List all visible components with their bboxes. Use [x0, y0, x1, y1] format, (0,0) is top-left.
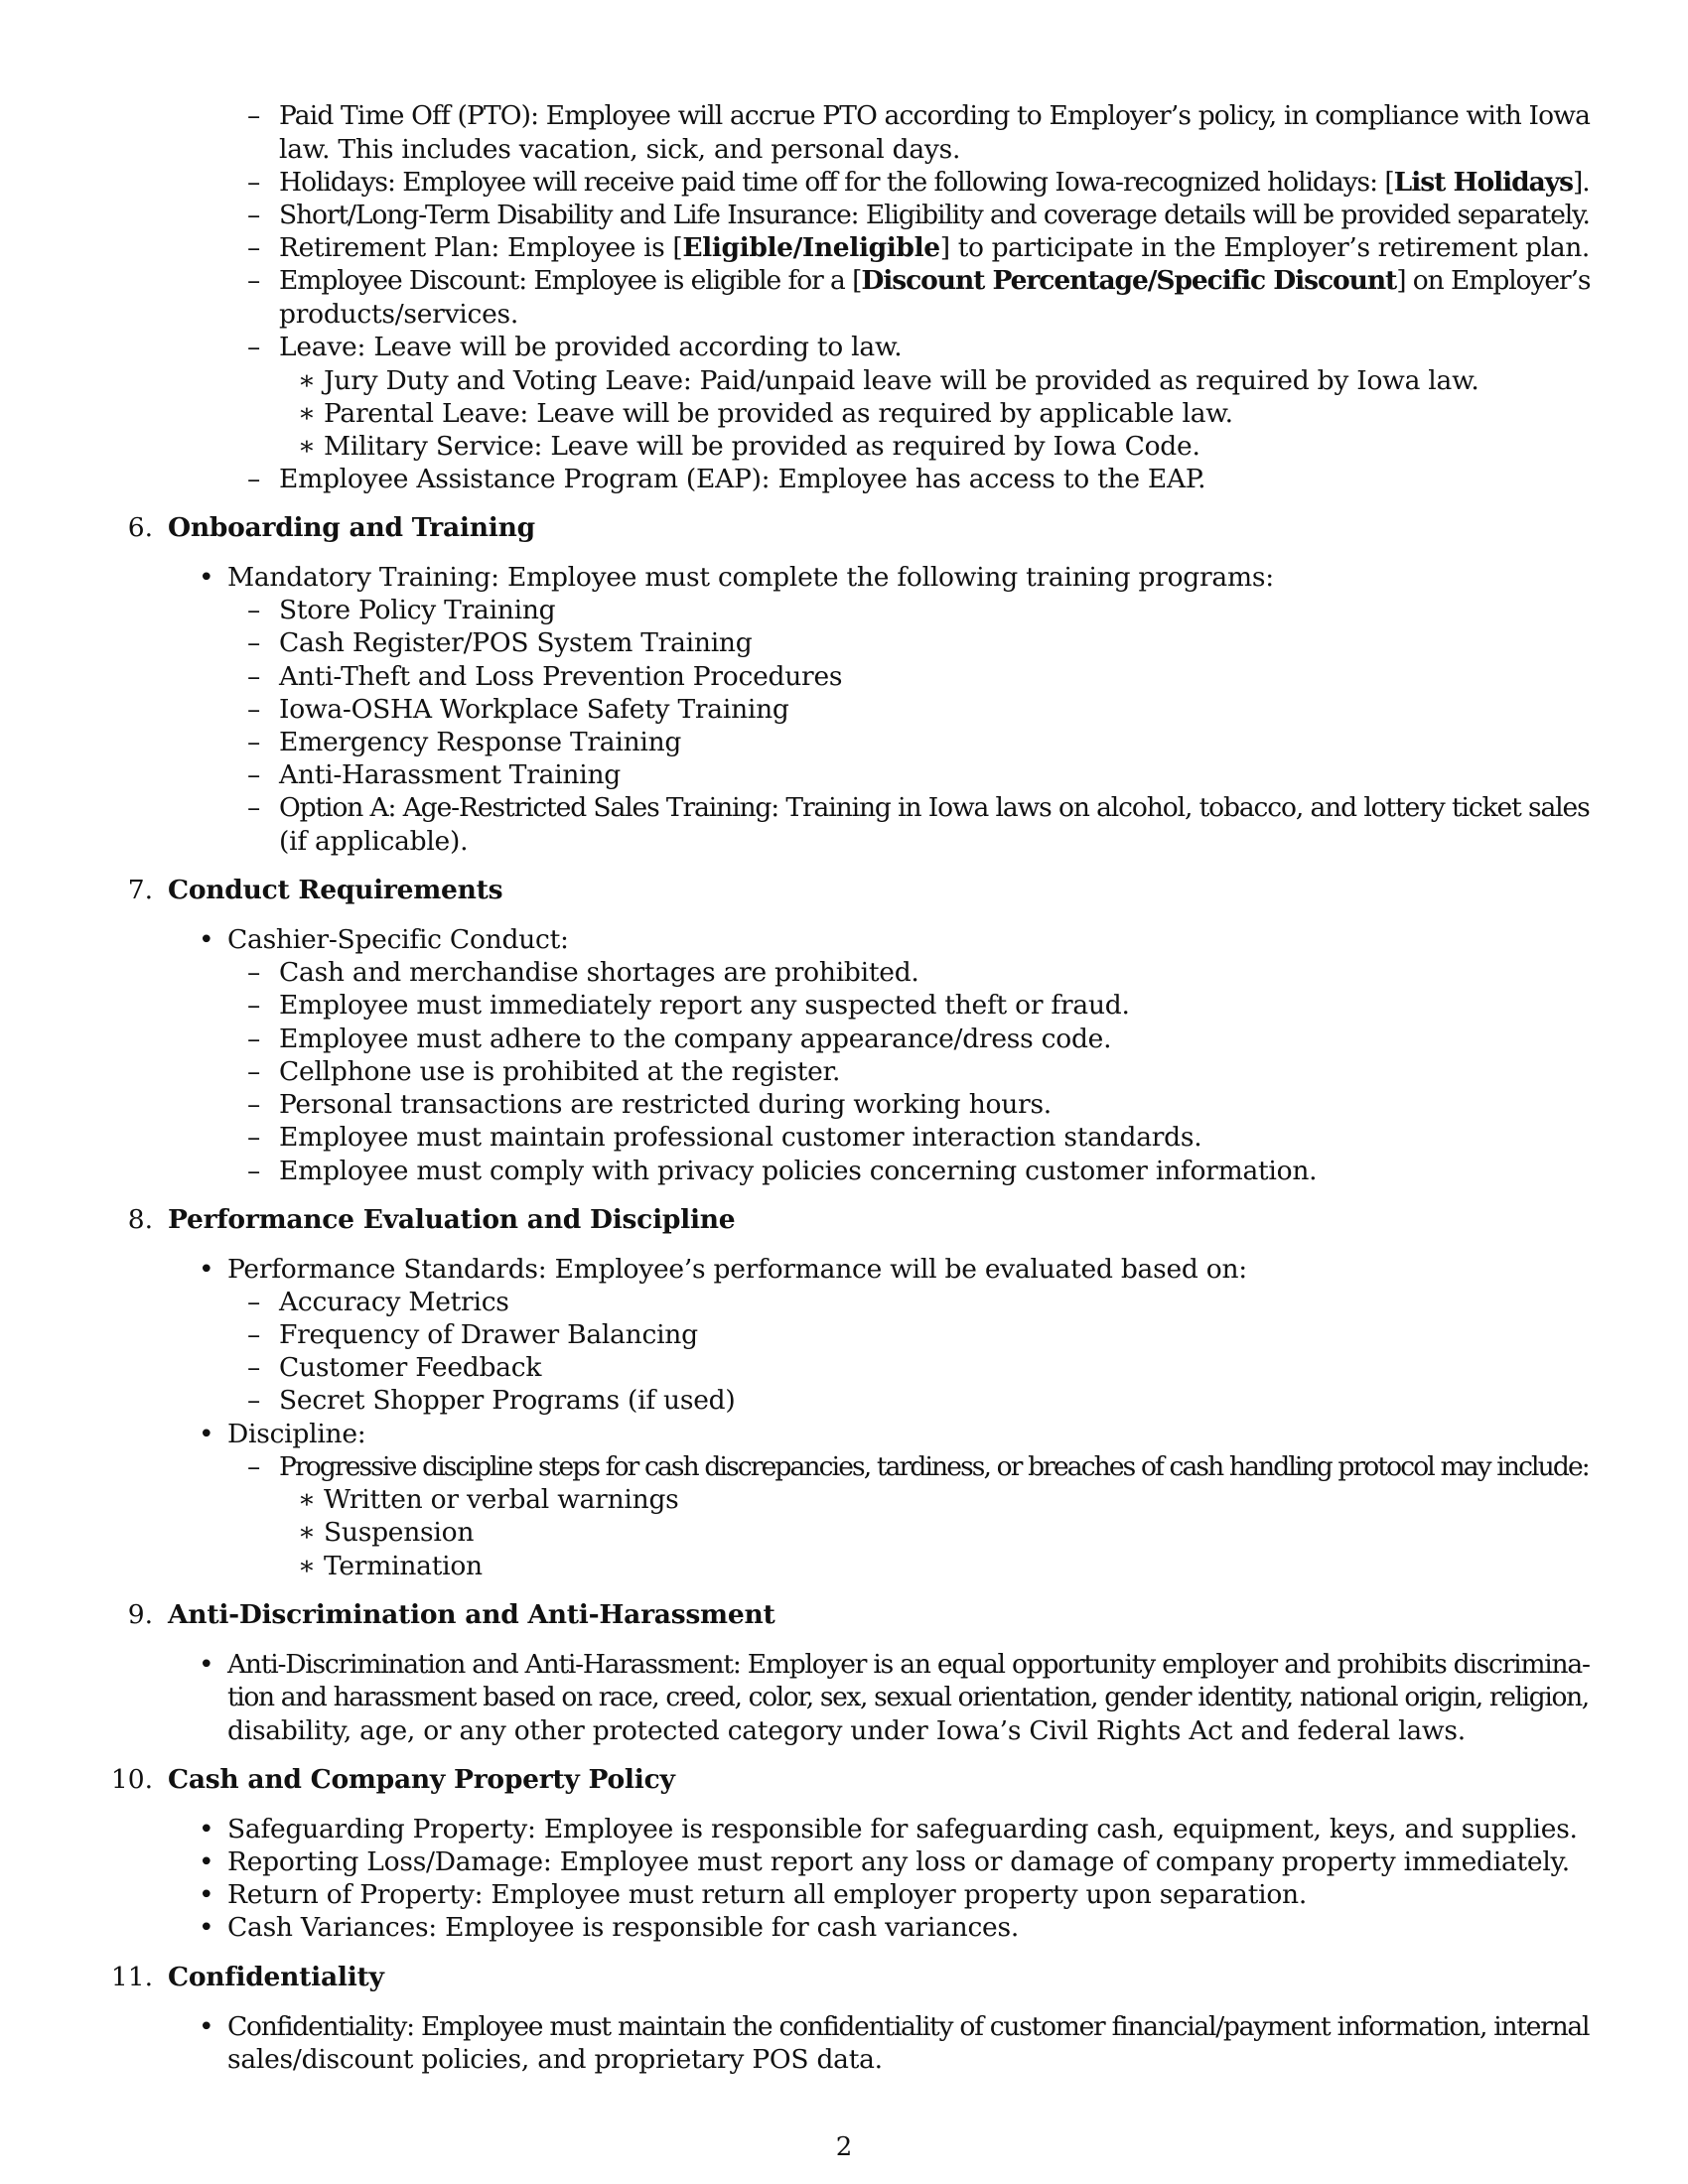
bullet-marker: • — [199, 1879, 214, 1910]
discount-line-1: Employee Discount: Employee is eligible for a [Discount Percentage/Specific Discount] on Employer’s — [279, 265, 1591, 296]
bullet-marker: • — [199, 1649, 214, 1680]
dash-marker: – — [247, 595, 261, 625]
jury-duty-line: Jury Duty and Voting Leave: Paid/unpaid leave will be provided as required by Iowa law. — [324, 365, 1479, 396]
disability-line: Short/Long-Term Disability and Life Insurance: Eligibility and coverage details will be provided separately. — [279, 200, 1590, 230]
list-item: Cash and merchandise shortages are prohibited. — [279, 957, 919, 988]
bullet-marker: • — [199, 1814, 214, 1844]
pto-line-1: Paid Time Off (PTO): Employee will accrue PTO according to Employer’s policy, in compliance with Iowa — [279, 100, 1591, 131]
dash-marker: – — [247, 1287, 261, 1317]
dash-marker: – — [247, 1319, 261, 1350]
list-item: Store Policy Training — [279, 595, 556, 625]
dash-marker: – — [247, 627, 261, 658]
star-marker: ∗ — [298, 365, 317, 396]
pto-line-2: law. This includes vacation, sick, and personal days. — [279, 134, 961, 165]
list-item: Reporting Loss/Damage: Employee must report any loss or damage of company property immediately. — [227, 1846, 1570, 1877]
dash-marker: – — [247, 332, 261, 362]
list-item: Safeguarding Property: Employee is responsible for safeguarding cash, equipment, keys, and supplies. — [227, 1814, 1578, 1844]
dash-marker: – — [247, 727, 261, 757]
dash-marker: – — [247, 265, 261, 296]
bullet-marker: • — [199, 562, 214, 593]
list-item: Cash Variances: Employee is responsible for cash variances. — [227, 1912, 1019, 1943]
section-11-title: Confidentiality — [168, 1962, 384, 1992]
dash-marker: – — [247, 1451, 261, 1482]
list-item: Personal transactions are restricted during working hours. — [279, 1089, 1052, 1120]
dash-marker: – — [247, 232, 261, 263]
dash-marker: – — [247, 1385, 261, 1416]
section-9-number: 9. — [127, 1599, 153, 1630]
section-10-title: Cash and Company Property Policy — [168, 1764, 675, 1795]
dash-marker: – — [247, 100, 261, 131]
dash-marker: – — [247, 167, 261, 198]
list-item: Return of Property: Employee must return all employer property upon separation. — [227, 1879, 1308, 1910]
list-item: Progressive discipline steps for cash discrepancies, tardiness, or breaches of cash handling protocol may include: — [279, 1451, 1589, 1482]
section-6-title: Onboarding and Training — [168, 512, 535, 543]
list-item: Employee must maintain professional customer interaction standards. — [279, 1122, 1202, 1153]
section-9-title: Anti-Discrimination and Anti-Harassment — [168, 1599, 775, 1630]
sub-item: Suspension — [324, 1517, 475, 1548]
dash-marker: – — [247, 957, 261, 988]
list-item: Customer Feedback — [279, 1352, 542, 1383]
star-marker: ∗ — [298, 431, 317, 462]
s8-bullet-discipline: Discipline: — [227, 1419, 366, 1449]
list-item: Option A: Age-Restricted Sales Training: Training in Iowa laws on alcohol, tobacco, and lottery ticket sales — [279, 792, 1590, 823]
list-item: Anti-Theft and Loss Prevention Procedures — [279, 661, 843, 692]
section-8-number: 8. — [127, 1204, 153, 1235]
dash-marker: – — [247, 990, 261, 1021]
military-line: Military Service: Leave will be provided as required by Iowa Code. — [324, 431, 1200, 462]
leave-line: Leave: Leave will be provided according to law. — [279, 332, 903, 362]
s8-bullet-performance: Performance Standards: Employee’s performance will be evaluated based on: — [227, 1254, 1247, 1285]
bullet-marker: • — [199, 1912, 214, 1943]
dash-marker: – — [247, 661, 261, 692]
holidays-line: Holidays: Employee will receive paid time off for the following Iowa-recognized holidays: [List Holidays]. — [279, 167, 1590, 198]
dash-marker: – — [247, 1024, 261, 1054]
dash-marker: – — [247, 1089, 261, 1120]
star-marker: ∗ — [298, 1484, 317, 1515]
retirement-line: Retirement Plan: Employee is [Eligible/Ineligible] to participate in the Employer’s retirement plan. — [279, 232, 1590, 263]
dash-marker: – — [247, 1352, 261, 1383]
bullet-marker: • — [199, 924, 214, 955]
sub-item: Written or verbal warnings — [324, 1484, 679, 1515]
list-item: Emergency Response Training — [279, 727, 682, 757]
section-7-number: 7. — [127, 875, 153, 905]
dash-marker: – — [247, 200, 261, 230]
section-11-number: 11. — [110, 1962, 153, 1992]
dash-marker: – — [247, 1156, 261, 1186]
section-7-title: Conduct Requirements — [168, 875, 503, 905]
parental-leave-line: Parental Leave: Leave will be provided as required by applicable law. — [324, 398, 1233, 429]
section-10-number: 10. — [110, 1764, 153, 1795]
list-item: Frequency of Drawer Balancing — [279, 1319, 698, 1350]
section-6-number: 6. — [127, 512, 153, 543]
s9-line-3: disability, age, or any other protected category under Iowa’s Civil Rights Act and federal laws. — [227, 1715, 1466, 1746]
list-item-continued: (if applicable). — [279, 826, 469, 857]
list-item: Iowa-OSHA Workplace Safety Training — [279, 694, 789, 725]
bullet-marker: • — [199, 2011, 214, 2042]
list-item: Employee must immediately report any suspected theft or fraud. — [279, 990, 1130, 1021]
dash-marker: – — [247, 1056, 261, 1087]
s11-line-2: sales/discount policies, and proprietary POS data. — [227, 2044, 883, 2075]
star-marker: ∗ — [298, 1517, 317, 1548]
dash-marker: – — [247, 464, 261, 494]
dash-marker: – — [247, 1122, 261, 1153]
s6-bullet: Mandatory Training: Employee must complete the following training programs: — [227, 562, 1274, 593]
dash-marker: – — [247, 759, 261, 790]
s9-line-1: Anti-Discrimination and Anti-Harassment: Employer is an equal opportunity employer and prohibits discrimina- — [227, 1649, 1590, 1680]
section-8-title: Performance Evaluation and Discipline — [168, 1204, 736, 1235]
star-marker: ∗ — [298, 398, 317, 429]
dash-marker: – — [247, 792, 261, 823]
list-item: Employee must comply with privacy policies concerning customer information. — [279, 1156, 1318, 1186]
list-item: Anti-Harassment Training — [279, 759, 621, 790]
bullet-marker: • — [199, 1846, 214, 1877]
bullet-marker: • — [199, 1419, 214, 1449]
discount-line-2: products/services. — [279, 299, 519, 330]
page-number: 2 — [835, 2132, 853, 2162]
sub-item: Termination — [324, 1551, 483, 1581]
list-item: Secret Shopper Programs (if used) — [279, 1385, 736, 1416]
list-item: Accuracy Metrics — [279, 1287, 509, 1317]
s7-bullet: Cashier-Specific Conduct: — [227, 924, 569, 955]
s11-line-1: Confidentiality: Employee must maintain the confidentiality of customer financial/payment information, internal — [227, 2011, 1590, 2042]
s9-line-2: tion and harassment based on race, creed, color, sex, sexual orientation, gender identity, national origin, religion, — [227, 1682, 1589, 1712]
dash-marker: – — [247, 694, 261, 725]
star-marker: ∗ — [298, 1551, 317, 1581]
list-item: Cellphone use is prohibited at the register. — [279, 1056, 841, 1087]
list-item: Cash Register/POS System Training — [279, 627, 753, 658]
eap-line: Employee Assistance Program (EAP): Employee has access to the EAP. — [279, 464, 1206, 494]
list-item: Employee must adhere to the company appearance/dress code. — [279, 1024, 1112, 1054]
bullet-marker: • — [199, 1254, 214, 1285]
